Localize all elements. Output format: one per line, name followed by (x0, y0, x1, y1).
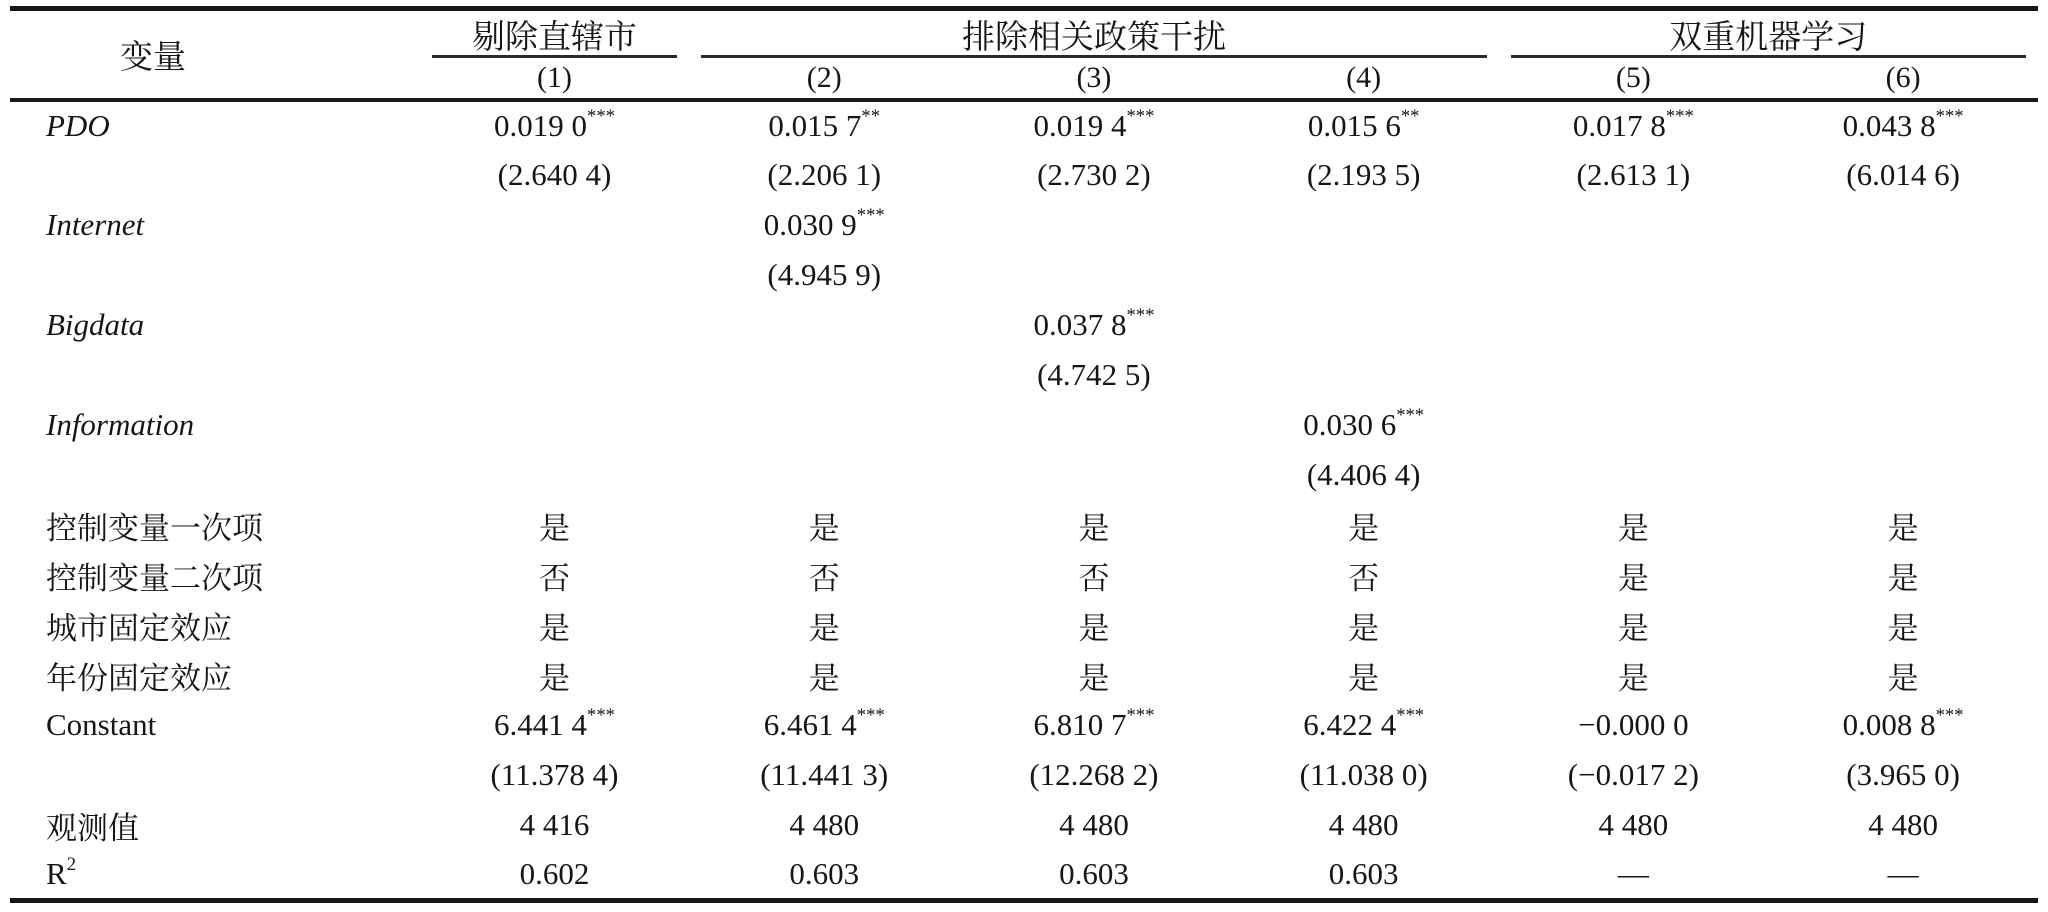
cell (959, 700, 1229, 750)
cell-value: 是 (1078, 510, 1110, 546)
cell-value: 0.603 (789, 855, 860, 891)
cell (1229, 550, 1499, 600)
significance-stars: *** (1396, 704, 1425, 726)
row-label-text: 城市固定效应 (46, 610, 232, 646)
cell-value: 0.015 7 (768, 108, 862, 143)
cell-value: (6.014 6) (1846, 157, 1960, 192)
cell (420, 100, 690, 150)
cell (420, 500, 690, 550)
table-row (10, 350, 2038, 400)
cell-value: 6.441 4 (494, 707, 588, 742)
cell (1499, 600, 1769, 650)
significance-stars: *** (1935, 704, 1964, 726)
cell (689, 750, 959, 800)
cell (689, 450, 959, 500)
row-label (10, 700, 420, 750)
cell-value: (11.441 3) (760, 757, 889, 792)
cell (1229, 150, 1499, 200)
row-label-text: PDO (46, 108, 110, 143)
group-header-row (10, 9, 2038, 59)
cell (1229, 700, 1499, 750)
cell (1768, 450, 2038, 500)
cell (1229, 800, 1499, 850)
cell (689, 200, 959, 250)
cell-value: (11.378 4) (490, 757, 619, 792)
cell-value: (2.640 4) (497, 157, 612, 192)
table-body (10, 100, 2038, 900)
cell-value: 0.603 (1059, 855, 1129, 891)
cell-value: 0.019 4 (1033, 108, 1127, 143)
row-label (10, 400, 420, 450)
cell-value: 是 (1617, 560, 1649, 596)
cell-value: 4 480 (789, 807, 860, 842)
cell-value: 是 (1617, 610, 1649, 646)
cell-value: 是 (1078, 660, 1110, 696)
model-number-2: (2) (689, 58, 959, 100)
cell-value: 否 (1348, 560, 1380, 596)
cell-value: 是 (539, 510, 570, 546)
cell-value: 是 (1887, 610, 1919, 646)
cell (1229, 100, 1499, 150)
cell-value: (12.268 2) (1029, 757, 1159, 792)
table-row (10, 400, 2038, 450)
cell (1229, 400, 1499, 450)
cell-value: (4.406 4) (1306, 457, 1421, 492)
row-label-text: Constant (46, 707, 157, 742)
cell-value: 0.008 8 (1842, 707, 1936, 742)
cell (1768, 250, 2038, 300)
cell-value: 是 (539, 660, 570, 696)
row-label-text: R (46, 855, 67, 891)
cell (959, 500, 1229, 550)
cell (689, 150, 959, 200)
cell (420, 150, 690, 200)
table-row (10, 700, 2038, 750)
cell (1768, 400, 2038, 450)
cell (1499, 450, 1769, 500)
cell-value: — (1617, 855, 1649, 891)
model-number-3: (3) (959, 58, 1229, 100)
cell-value: 是 (1348, 510, 1380, 546)
cell (959, 650, 1229, 700)
cell-value: 是 (1887, 660, 1919, 696)
cell (420, 550, 690, 600)
cell (689, 550, 959, 600)
row-label (10, 500, 420, 550)
cell (1499, 150, 1769, 200)
cell (1229, 650, 1499, 700)
cell-value: 是 (1348, 660, 1380, 696)
significance-stars: *** (1126, 105, 1155, 127)
cell (959, 800, 1229, 850)
cell-value: 6.461 4 (763, 707, 857, 742)
cell (959, 350, 1229, 400)
cell (689, 700, 959, 750)
cell (689, 650, 959, 700)
cell-value: 否 (1078, 560, 1110, 596)
significance-stars: *** (1396, 404, 1425, 426)
row-label-text: 控制变量二次项 (46, 560, 263, 596)
significance-stars: *** (856, 704, 885, 726)
cell (420, 650, 690, 700)
cell-value: 是 (1887, 560, 1919, 596)
cell-value: 0.019 0 (494, 108, 588, 143)
row-label (10, 850, 420, 900)
cell (959, 550, 1229, 600)
cell (1229, 500, 1499, 550)
cell-value: 否 (808, 560, 840, 596)
model-number-6: (6) (1768, 58, 2038, 100)
cell-value: (4.945 9) (767, 257, 882, 292)
cell-value: 0.030 9 (763, 207, 857, 242)
cell (1499, 850, 1769, 900)
cell (1499, 500, 1769, 550)
cell (420, 800, 690, 850)
cell-value: 是 (808, 510, 840, 546)
cell (1768, 850, 2038, 900)
row-label (10, 100, 420, 150)
cell (959, 100, 1229, 150)
cell (1768, 800, 2038, 850)
cell (1768, 150, 2038, 200)
cell (420, 750, 690, 800)
cell-value: 是 (808, 610, 840, 646)
cell (1768, 750, 2038, 800)
cell (1499, 400, 1769, 450)
cell-value: 0.030 6 (1303, 407, 1397, 442)
cell (420, 200, 690, 250)
cell (1229, 250, 1499, 300)
cell-value: 是 (1348, 610, 1380, 646)
significance-stars: *** (587, 704, 615, 726)
table-row (10, 200, 2038, 250)
cell (1499, 200, 1769, 250)
significance-stars: *** (856, 204, 885, 226)
cell-value: (2.730 2) (1037, 157, 1151, 192)
cell (959, 600, 1229, 650)
row-label-text: Bigdata (46, 307, 145, 342)
cell (1229, 600, 1499, 650)
group-header-label: 剔除直辖市 (472, 20, 637, 56)
cell (689, 850, 959, 900)
row-label-superscript: 2 (66, 853, 76, 875)
group-header-exclude-municipalities (420, 9, 690, 59)
cell (1499, 350, 1769, 400)
cell (1768, 550, 2038, 600)
cell (1768, 700, 2038, 750)
table-row (10, 500, 2038, 550)
cell (1768, 100, 2038, 150)
cell-value: 4 480 (1868, 807, 1938, 842)
cell (1768, 350, 2038, 400)
cell-value: 是 (808, 660, 840, 696)
cell (689, 800, 959, 850)
row-label (10, 350, 420, 400)
significance-stars: ** (861, 105, 881, 127)
row-label (10, 450, 420, 500)
row-label (10, 650, 420, 700)
cell-value: 0.602 (519, 855, 590, 891)
table-row (10, 750, 2038, 800)
cell (959, 450, 1229, 500)
cell (420, 850, 690, 900)
cell-value: 是 (1617, 660, 1649, 696)
cell (1229, 300, 1499, 350)
cell (420, 350, 690, 400)
cell (420, 250, 690, 300)
cell (1229, 200, 1499, 250)
cell (1768, 500, 2038, 550)
row-label-text: 观测值 (46, 810, 139, 846)
group-header-label: 双重机器学习 (1669, 20, 1868, 56)
cell-value: 是 (1617, 510, 1649, 546)
cell (1768, 650, 2038, 700)
table-row (10, 650, 2038, 700)
row-label-text: 年份固定效应 (46, 660, 232, 696)
cell-value: 0.043 8 (1842, 108, 1936, 143)
cell (420, 300, 690, 350)
cell-value: −0.000 0 (1578, 707, 1689, 742)
table-row (10, 150, 2038, 200)
cell (959, 250, 1229, 300)
cell (1229, 450, 1499, 500)
significance-stars: ** (1400, 105, 1420, 127)
cell (1229, 350, 1499, 400)
regression-table (10, 6, 2038, 903)
cell (420, 600, 690, 650)
cell (1499, 100, 1769, 150)
row-label-text: Internet (46, 207, 145, 242)
cell (1229, 850, 1499, 900)
model-number-4: (4) (1229, 58, 1499, 100)
cell-value: 4 480 (1059, 807, 1129, 842)
row-label-text: 控制变量一次项 (46, 510, 263, 546)
group-header-label: 排除相关政策干扰 (961, 20, 1226, 56)
cell-value: 4 480 (1328, 807, 1399, 842)
row-label (10, 800, 420, 850)
table-row (10, 300, 2038, 350)
cell-value: — (1887, 855, 1919, 891)
cell (420, 400, 690, 450)
cell-value: 4 416 (519, 807, 590, 842)
table-row (10, 550, 2038, 600)
cell (1499, 300, 1769, 350)
cell (689, 300, 959, 350)
cell-value: (2.206 1) (767, 157, 882, 192)
cell (1499, 550, 1769, 600)
model-number-5: (5) (1499, 58, 1769, 100)
row-label (10, 550, 420, 600)
cell-value: 0.017 8 (1572, 108, 1666, 143)
table-row (10, 100, 2038, 150)
cell-value: 是 (1887, 510, 1919, 546)
cell (689, 600, 959, 650)
cell-value: (−0.017 2) (1567, 757, 1699, 792)
table-row (10, 250, 2038, 300)
row-label (10, 150, 420, 200)
cell (959, 400, 1229, 450)
cell (1768, 600, 2038, 650)
cell-value: (4.742 5) (1037, 357, 1151, 392)
cell (1499, 650, 1769, 700)
table-row (10, 800, 2038, 850)
cell (1499, 250, 1769, 300)
cell-value: 0.603 (1328, 855, 1399, 891)
cell (959, 150, 1229, 200)
significance-stars: *** (1935, 105, 1964, 127)
group-header-double-machine-learning (1499, 9, 2038, 59)
cell (959, 850, 1229, 900)
table-row (10, 850, 2038, 900)
cell (420, 700, 690, 750)
cell (1499, 800, 1769, 850)
cell (689, 250, 959, 300)
variable-column-header: 变量 (10, 9, 420, 101)
cell-value: (3.965 0) (1846, 757, 1960, 792)
cell (689, 350, 959, 400)
significance-stars: *** (1126, 704, 1155, 726)
cell-value: 是 (539, 610, 570, 646)
model-number-1: (1) (420, 58, 690, 100)
cell (959, 300, 1229, 350)
cell-value: (2.613 1) (1576, 157, 1691, 192)
cell (1229, 750, 1499, 800)
cell (959, 750, 1229, 800)
cell (689, 500, 959, 550)
cell (420, 450, 690, 500)
table-row (10, 450, 2038, 500)
cell-value: 6.422 4 (1303, 707, 1397, 742)
significance-stars: *** (1126, 304, 1155, 326)
cell (1768, 200, 2038, 250)
row-label (10, 250, 420, 300)
row-label (10, 750, 420, 800)
significance-stars: *** (1665, 105, 1694, 127)
row-label-text: Information (46, 407, 195, 442)
row-label (10, 600, 420, 650)
cell-value: (11.038 0) (1299, 757, 1428, 792)
cell-value: 是 (1078, 610, 1110, 646)
table-row (10, 600, 2038, 650)
significance-stars: *** (587, 105, 615, 127)
cell (689, 400, 959, 450)
cell (1499, 750, 1769, 800)
cell (1499, 700, 1769, 750)
cell-value: 否 (539, 560, 570, 596)
row-label (10, 200, 420, 250)
cell-value: 4 480 (1598, 807, 1669, 842)
cell (959, 200, 1229, 250)
cell-value: 6.810 7 (1033, 707, 1127, 742)
row-label (10, 300, 420, 350)
cell-value: 0.037 8 (1033, 307, 1127, 342)
cell (689, 100, 959, 150)
cell (1768, 300, 2038, 350)
group-header-exclude-policy-interference (689, 9, 1498, 59)
cell-value: 0.015 6 (1307, 108, 1401, 143)
cell-value: (2.193 5) (1306, 157, 1421, 192)
